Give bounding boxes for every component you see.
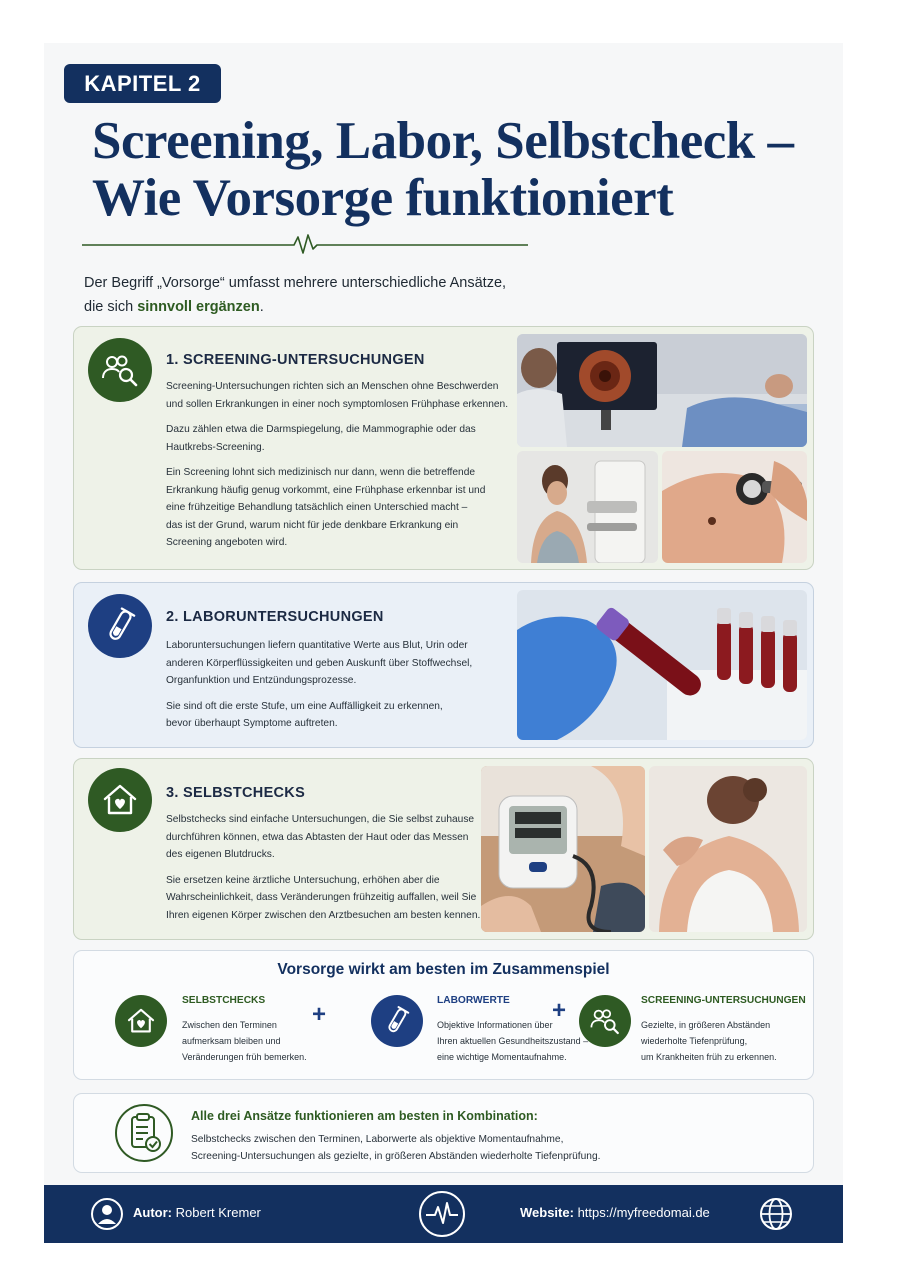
heartbeat-divider-icon	[82, 233, 528, 257]
kombination-panel	[73, 1093, 814, 1173]
zusammenspiel-text: Gezielte, in größeren Abständen wiederholte Tiefenprüfung, um Krankheiten früh zu erkennen.	[641, 1020, 777, 1062]
zusammenspiel-title: Vorsorge wirkt am besten im Zusammenspiel	[277, 961, 610, 978]
colonoscopy-photo	[517, 334, 807, 447]
intro-line-2-post: .	[259, 299, 264, 315]
zusammenspiel-text: Objektive Informationen über Ihren aktuellen Gesundheitszustand – eine wichtige Momentaufnahme.	[437, 1020, 589, 1062]
title-line-2: Wie Vorsorge funktioniert	[92, 169, 674, 227]
plus-sign: +	[312, 1001, 327, 1028]
section-text	[166, 811, 480, 932]
section-text	[166, 637, 472, 741]
blood-sample-photo	[517, 590, 807, 740]
website-link[interactable]: https://myfreedomai.de	[577, 1205, 710, 1220]
paragraph: Ein Screening lohnt sich medizinisch nur dann, wenn die betreffende Erkrankung häufig genug vorkommt, eine Frühphase erkennbar ist und eine frühzeitige Behandlung tatsächlich einen Unterschied macht – das ist der Grund, warum nicht für jede denkbare Erkrankung ein Screening angeboten wird.	[166, 467, 486, 548]
kombination-heading: Alle drei Ansätze funktionieren am besten in Kombination:	[191, 1109, 538, 1123]
section-heading: 2. LABORUNTERSUCHUNGEN	[166, 609, 384, 625]
intro-line-1: Der Begriff „Vorsorge“ umfasst mehrere unterschiedliche Ansätze,	[84, 275, 507, 291]
test-tube-icon	[371, 995, 423, 1047]
intro-text	[84, 271, 506, 319]
section-labor	[73, 582, 814, 748]
blood-pressure-photo	[481, 766, 645, 932]
self-exam-photo	[649, 766, 807, 932]
zusammenspiel-text: Zwischen den Terminen aufmerksam bleiben und Veränderungen früh bemerken.	[182, 1020, 307, 1062]
page-title	[92, 113, 794, 227]
people-search-icon	[88, 338, 152, 402]
kombination-text: Selbstchecks zwischen den Terminen, Laborwerte als objektive Momentaufnahme, Screening-Untersuchungen als gezielte, in größeren Abständen wiederholte Tiefenprüfung.	[191, 1134, 601, 1162]
house-heart-icon	[88, 768, 152, 832]
zusammenspiel-heading: SELBSTCHECKS	[182, 995, 266, 1006]
document-page	[44, 43, 843, 1243]
globe-icon	[759, 1197, 793, 1231]
author-name: Robert Kremer	[175, 1205, 261, 1220]
house-heart-icon	[115, 995, 167, 1047]
paragraph: Sie ersetzen keine ärztliche Untersuchung, erhöhen aber die Wahrscheinlichkeit, dass Veränderungen frühzeitig auffallen, weil Sie Ihren eigenen Körper zwischen den Arztbesuchen am besten kennen.	[166, 874, 481, 921]
heartbeat-icon	[418, 1190, 466, 1238]
author-info: Autor: Robert Kremer	[133, 1205, 261, 1220]
title-line-1: Screening, Labor, Selbstcheck –	[92, 112, 794, 170]
user-icon	[90, 1197, 124, 1231]
paragraph: Sie sind oft die erste Stufe, um eine Auffälligkeit zu erkennen, bevor überhaupt Symptome auftreten.	[166, 700, 443, 729]
intro-line-2-pre: die sich	[84, 299, 138, 315]
test-tube-icon	[88, 594, 152, 658]
section-selbstcheck	[73, 758, 814, 940]
zusammenspiel-panel	[73, 950, 814, 1080]
section-heading: 1. SCREENING-UNTERSUCHUNGEN	[166, 352, 425, 368]
paragraph: Dazu zählen etwa die Darmspiegelung, die Mammographie oder das Hautkrebs-Screening.	[166, 424, 476, 453]
people-search-icon	[579, 995, 631, 1047]
section-heading: 3. SELBSTCHECKS	[166, 785, 306, 801]
chapter-badge: KAPITEL 2	[64, 64, 221, 103]
section-screening	[73, 326, 814, 570]
plus-sign: +	[552, 997, 567, 1024]
skin-screening-photo	[662, 451, 807, 563]
intro-highlight: sinnvoll ergänzen	[137, 299, 260, 315]
section-text	[166, 378, 508, 560]
website-info: Website: https://myfreedomai.de	[520, 1205, 710, 1220]
intro-line-2	[84, 295, 506, 319]
clipboard-check-icon	[114, 1103, 174, 1163]
zusammenspiel-heading: SCREENING-UNTERSUCHUNGEN	[641, 995, 806, 1006]
paragraph: Selbstchecks sind einfache Untersuchungen, die Sie selbst zuhause durchführen können, etwa das Abtasten der Haut oder das Messen des eigenen Blutdrucks.	[166, 814, 475, 860]
paragraph: Laboruntersuchungen liefern quantitative Werte aus Blut, Urin oder anderen Körperflüssigkeiten und geben Auskunft über Stoffwechsel, Organfunktion und Entzündungsprozesse.	[166, 640, 473, 686]
footer-bar	[44, 1185, 843, 1243]
mammography-photo	[517, 451, 658, 563]
paragraph: Screening-Untersuchungen richten sich an Menschen ohne Beschwerden und sollen Erkrankungen in einer noch symptomlosen Frühphase erkennen.	[166, 381, 509, 410]
zusammenspiel-heading: LABORWERTE	[437, 995, 510, 1006]
